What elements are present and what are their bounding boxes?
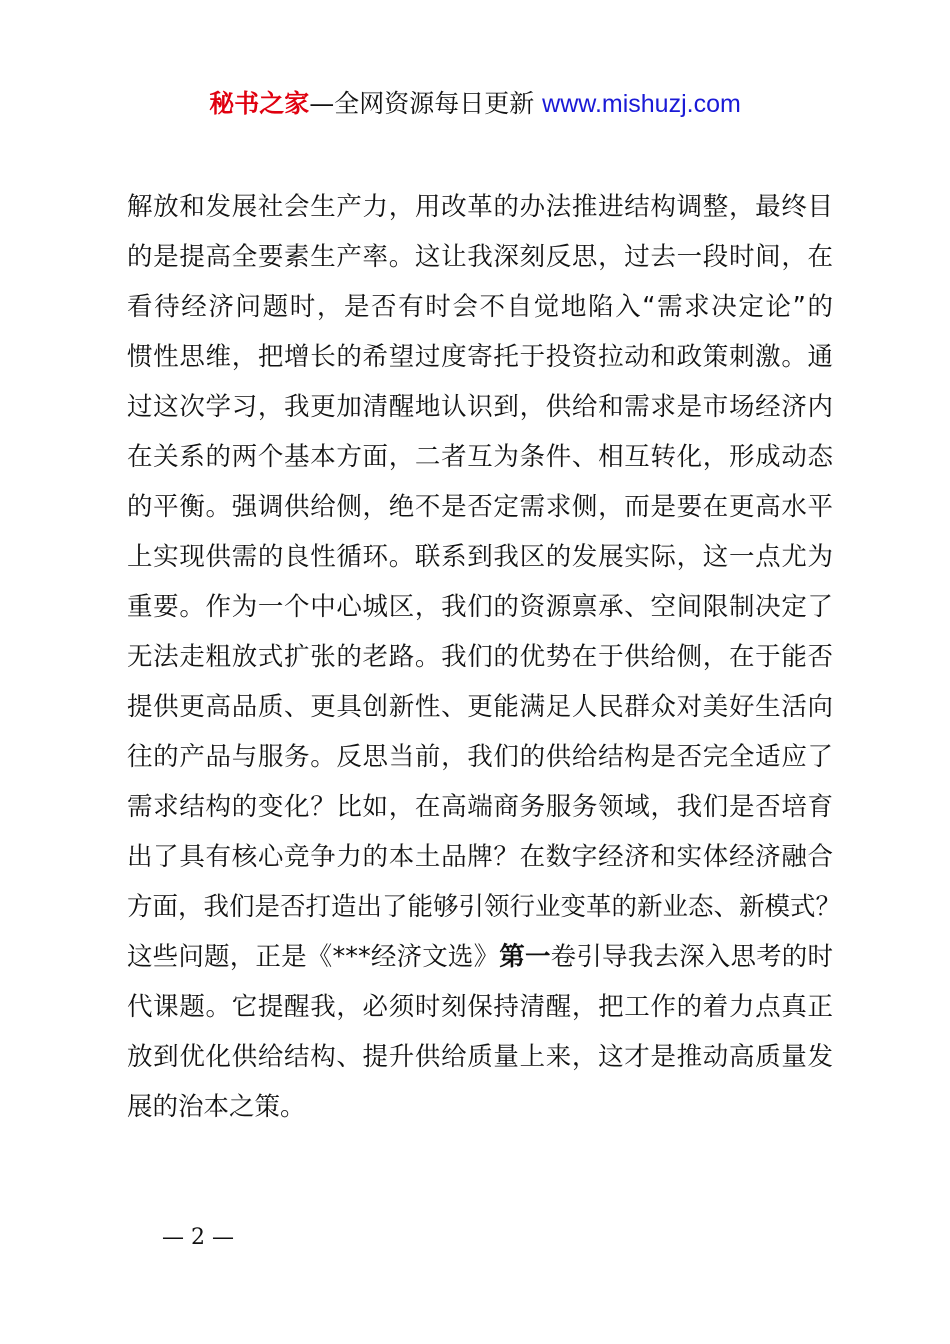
- site-brand: 秘书之家: [209, 89, 310, 118]
- paragraph-line: 方面，我们是否打造出了能够引领行业变革的新业态、新模式？: [127, 892, 842, 922]
- paragraph-line: 的平衡。强调供给侧，绝不是否定需求侧，而是要在更高水平: [127, 492, 833, 522]
- paragraph-line: 过这次学习，我更加清醒地认识到，供给和需求是市场经济内: [127, 392, 833, 422]
- paragraph-line: 重要。作为一个中心城区，我们的资源禀承、空间限制决定了: [127, 592, 833, 622]
- paragraph-line: 出了具有核心竞争力的本土品牌？在数字经济和实体经济融合: [127, 842, 833, 872]
- paragraph-line: 需求结构的变化？比如，在高端商务服务领域，我们是否培育: [127, 792, 833, 822]
- document-body: [127, 182, 842, 1132]
- site-header: [0, 86, 950, 122]
- site-url-link[interactable]: www.mishuzj.com: [542, 90, 741, 118]
- line-segment: 卷引导我去深入思考的时: [550, 942, 833, 972]
- paragraph-line: 解放和发展社会生产力，用改革的办法推进结构调整，最终目: [127, 192, 833, 222]
- paragraph-line-with-emphasis: [127, 932, 833, 982]
- paragraph-line: 代课题。它提醒我，必须时刻保持清醒，把工作的着力点真正: [127, 992, 833, 1022]
- paragraph-line: 无法走粗放式扩张的老路。我们的优势在于供给侧，在于能否: [127, 642, 833, 672]
- paragraph-line: 往的产品与服务。反思当前，我们的供给结构是否完全适应了: [127, 742, 833, 772]
- site-tagline: —全网资源每日更新: [309, 89, 543, 118]
- paragraph-line: 看待经济问题时，是否有时会不自觉地陷入“需求决定论”的: [127, 292, 833, 322]
- paragraph-line: 惯性思维，把增长的希望过度寄托于投资拉动和政策刺激。通: [127, 342, 833, 372]
- paragraph-last-line: 展的治本之策。: [127, 1092, 306, 1122]
- line-segment: 这些问题，正是《***经济文选》: [127, 942, 500, 972]
- paragraph-line: 提供更高品质、更具创新性、更能满足人民群众对美好生活向: [127, 692, 833, 722]
- emphasis-text: 第一: [499, 942, 551, 972]
- paragraph-line: 的是提高全要素生产率。这让我深刻反思，过去一段时间，在: [127, 242, 833, 272]
- paragraph-line: 在关系的两个基本方面，二者互为条件、相互转化，形成动态: [127, 442, 833, 472]
- paragraph-line: 上实现供需的良性循环。联系到我区的发展实际，这一点尤为: [127, 542, 833, 572]
- paragraph-line: 放到优化供给结构、提升供给质量上来，这才是推动高质量发: [127, 1042, 833, 1072]
- page-number: — 2 —: [162, 1225, 234, 1250]
